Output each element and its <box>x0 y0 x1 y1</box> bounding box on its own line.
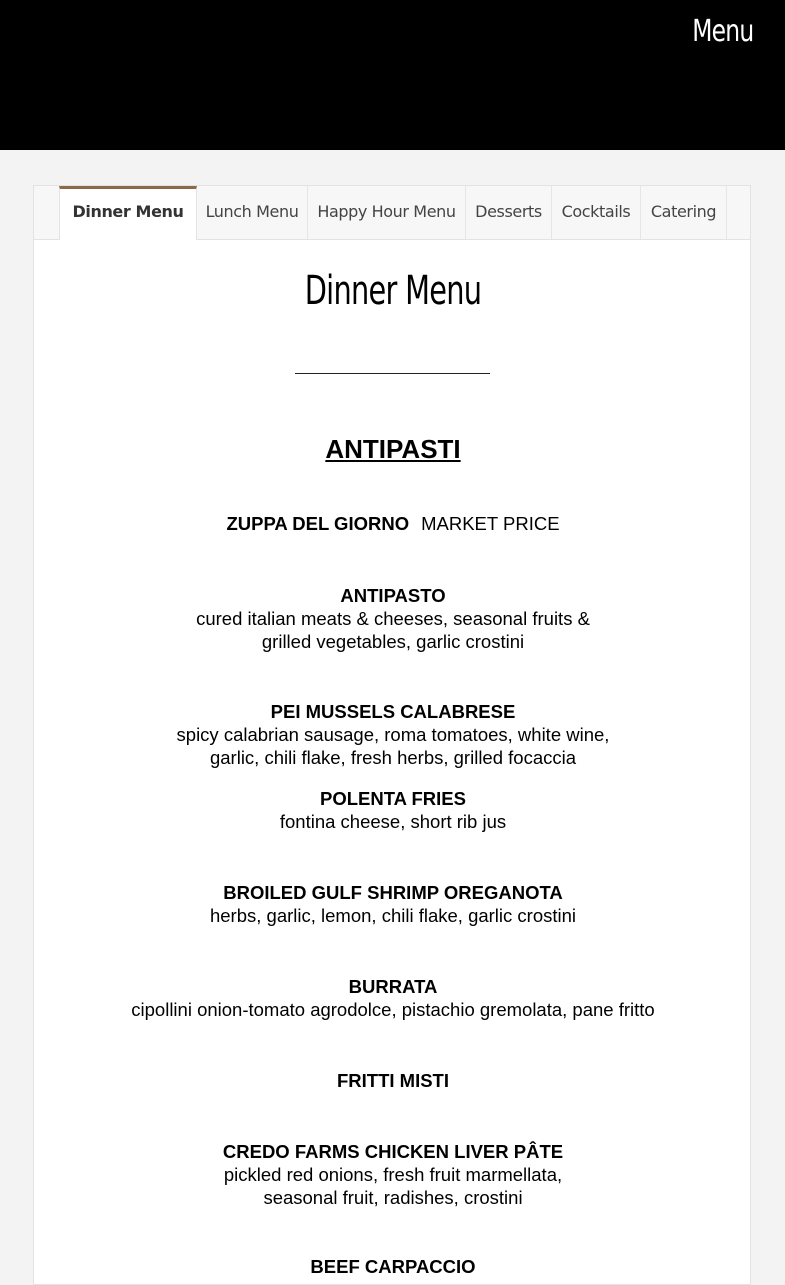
site-header <box>0 0 785 150</box>
menu-item-description: seasonal fruit, radishes, crostini <box>263 1187 523 1208</box>
menu-item <box>34 787 752 833</box>
menu-item-name: BEEF CARPACCIO <box>310 1256 476 1277</box>
menu-item-name: FRITTI MISTI <box>336 1070 449 1091</box>
menu-item-price: MARKET PRICE <box>421 513 560 534</box>
menu-item <box>34 881 752 927</box>
title-divider <box>295 373 490 374</box>
menu-tabs <box>34 186 750 240</box>
menu-item-name: BROILED GULF SHRIMP OREGANOTA <box>223 882 563 903</box>
tab-cocktails[interactable]: Cocktails <box>552 186 641 239</box>
menu-item <box>34 512 752 535</box>
menu-card <box>33 185 751 1285</box>
menu-item-description: herbs, garlic, lemon, chili flake, garlic crostini <box>209 905 577 926</box>
menu-item <box>34 584 752 653</box>
menu-toggle-button[interactable]: Menu <box>691 14 753 49</box>
menu-item-description: garlic, chili flake, fresh herbs, grilled focaccia <box>209 747 577 768</box>
menu-item <box>34 1255 752 1278</box>
menu-item <box>34 1140 752 1209</box>
tab-dinner-menu[interactable]: Dinner Menu <box>59 186 197 240</box>
menu-item-description: cipollini onion-tomato agrodolce, pistachio gremolata, pane fritto <box>131 999 655 1020</box>
menu-item <box>34 700 752 769</box>
tab-catering[interactable]: Catering <box>641 186 727 239</box>
menu-item <box>34 1069 752 1092</box>
menu-item-description: cured italian meats & cheeses, seasonal fruits & <box>196 608 590 629</box>
menu-item-name: CREDO FARMS CHICKEN LIVER PÂTE <box>222 1141 564 1162</box>
menu-item-name: PEI MUSSELS CALABRESE <box>270 701 516 722</box>
menu-item-description: spicy calabrian sausage, roma tomatoes, white wine, <box>176 724 610 745</box>
menu-item-description: grilled vegetables, garlic crostini <box>261 631 525 652</box>
tab-desserts[interactable]: Desserts <box>466 186 552 239</box>
page-title: Dinner Menu <box>304 268 482 314</box>
menu-item-name: ANTIPASTO <box>340 585 446 606</box>
menu-item <box>34 975 752 1021</box>
section-title: ANTIPASTI <box>325 434 461 464</box>
menu-item-name: ZUPPA DEL GIORNO <box>226 513 410 534</box>
tab-happy-hour-menu[interactable]: Happy Hour Menu <box>308 186 466 239</box>
menu-item-name: BURRATA <box>348 976 438 997</box>
menu-item-description: pickled red onions, fresh fruit marmellata, <box>223 1164 563 1185</box>
menu-item-name: POLENTA FRIES <box>320 788 466 809</box>
menu-item-description: fontina cheese, short rib jus <box>279 811 507 832</box>
tab-lunch-menu[interactable]: Lunch Menu <box>197 186 308 239</box>
